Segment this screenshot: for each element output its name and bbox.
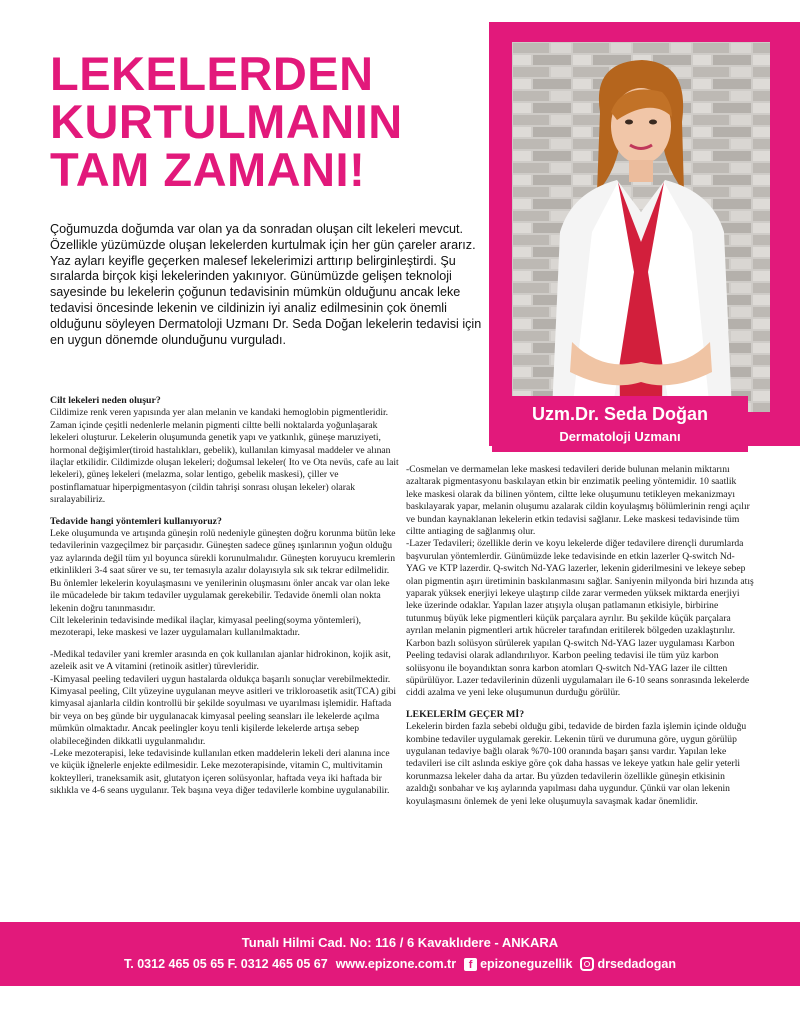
doctor-name: Uzm.Dr. Seda Doğan xyxy=(531,404,709,424)
instagram-link[interactable] xyxy=(580,957,676,971)
right-column xyxy=(406,464,754,808)
left-column xyxy=(50,395,400,798)
body-paragraph: Cilt lekelerinin tedavisinde medikal ilaçlar, kimyasal peeling(soyma yöntemleri), mezoterapi, leke maskesi ve lazer uygulamaları kullanılmaktadır. xyxy=(50,614,362,639)
footer-banner xyxy=(0,922,800,986)
headline-line: KURTULMANIN xyxy=(50,95,403,148)
intro-paragraph: Çoğumuzda doğumda var olan ya da sonradan oluşan cilt lekeleri mevcut. Özellikle yüzümüzde oluşan lekelerden kurtulmak için her gün çareler ararız. Yaz ayları keyifle geçerken malesef lekelerimizi arttırıp belirginleştirdi. Şu sıralarda birçok kişi lekelerinden yakınıyor. Günümüzde gelişen teknoloji sayesinde bu lekelerin çoğunun tedavisinin mümkün olduğunu ancak leke tedavisi öncesinde lekenin ve cildinizin iyi analiz edilmesinin çok önemli olduğunu söyleyen Dermatoloji Uzmanı Dr. Seda Doğan lekelerin tedavisi için en uygun dönemde olunduğunu vurguladı. xyxy=(50,222,482,347)
facebook-icon: f xyxy=(464,958,477,971)
body-paragraph: -Leke mezoterapisi, leke tedavisinde kullanılan etken maddelerin lekeli deri alanına ince ve küçük iğnelerle enjekte edilmesidir. Leke mezoterapisinde, vitamin C, multivitamin kokteylleri, traneksamik asit, glutatyon içeren solüsyonlar, haftada veya iki haftada bir sıklıkla ve 4-6 seans uygulanır. Tek başına veya diğer tedavilerle kombine uygulanabilir. xyxy=(50,747,390,797)
doctor-title: Dermatoloji Uzmanı xyxy=(559,429,681,444)
instagram-icon xyxy=(580,957,594,971)
headline-line: LEKELERDEN xyxy=(50,47,374,100)
body-paragraph: -Medikal tedaviler yani kremler arasında en çok kullanılan ajanlar hidrokinon, kojik asit, azeleik asit ve A vitamini (retinoik asitler) türevleridir. xyxy=(50,648,391,673)
facebook-handle: epizoneguzellik xyxy=(480,957,573,971)
facebook-link[interactable] xyxy=(464,957,572,971)
section-heading: Tedavide hangi yöntemleri kullanıyoruz? xyxy=(50,515,222,527)
footer-phones: T. 0312 465 05 65 F. 0312 465 05 67 xyxy=(124,957,328,971)
footer-contacts xyxy=(0,957,800,971)
body-paragraph: -Kimyasal peeling tedavileri uygun hastalarda oldukça başarılı sonuçlar verebilmektedir. Kimyasal peeling, Cilt yüzeyine uygulanan meyve asitleri ve trikloroasetik asit(TCA) gibi kimyasal ajanlarla cildin kontrollü bir şekilde soyulması ve uyarılması işlemidir. Haftada bir veya on beş günde bir uygulanacak kimyasal peeling seansları ile lekelerde açılma mümkün olmaktadır. Ancak peelingler koyu tenli kişilerde lekelerde artışa sebep olabileceğinden dikkatli uygulanmalıdır. xyxy=(50,673,397,747)
doctor-illustration xyxy=(512,42,770,412)
body-paragraph: -Cosmelan ve dermamelan leke maskesi tedavileri deride bulunan melanin miktarını azaltarak pigmentasyonu baskılayan etkin bir enzimatik peeling yöntemidir. 10 saatlik leke maskesi olarak da bilinen yöntem, ciltte leke oluşumunu tetikleyen mekanizmayı baskılayarak yapar, melanin oluşumu azalarak cildin koyulaşmış bölümlerinin rengi açılır ve bundan kaynaklanan lekelerin etkin tedavisi sağlanır. Leke maskesi tedavisinde tüm ciltte antiaging de sağlanmış olur. xyxy=(406,464,750,538)
body-paragraph: Leke oluşumunda ve artışında güneşin rolü nedeniyle güneşten doğru korunma bütün leke tedavilerinin vazgeçilmez bir parçasıdır. Güneşten sadece güneş ışınlarının yoğun olduğu yaz aylarında değil tüm yıl boyunca sürekli korunulmalıdır. Güneşten koruyucu kremlerin etkinlikleri 3-4 saat sürer ve su, ter temasıyla azalır dolayısıyla sık sık tekrar edilmelidir. Bu önlemler lekelerin koyulaşmasını ve yenilerinin oluşmasını önler ancak var olan leke ile mücadelede bir takım tedaviler uygulamak gerekebilir. Tedavide önemli olan nokta lekenin doğru tanınmasıdır. xyxy=(50,528,396,614)
section-heading: Cilt lekeleri neden oluşur? xyxy=(50,395,161,406)
photo-caption xyxy=(492,396,748,452)
section-heading: LEKELERİM GEÇER Mİ? xyxy=(406,708,525,720)
footer-address: Tunalı Hilmi Cad. No: 116 / 6 Kavaklıdere - ANKARA xyxy=(241,935,559,950)
headline-line: TAM ZAMANI! xyxy=(50,143,366,196)
doctor-photo xyxy=(512,42,770,412)
footer-website[interactable]: www.epizone.com.tr xyxy=(335,957,457,971)
instagram-handle: drsedadogan xyxy=(597,957,676,971)
body-paragraph: Cildimize renk veren yapısında yer alan melanin ve kandaki hemoglobin pigmentleridir. Zaman içinde çeşitli nedenlerle melanin pigmenti ciltte belli noktalarda yoğunlaşarak lekeleri oluşturur. Lekelerin oluşumunda genetik yapı ve yatkınlık, güneşe maruziyeti, hormonal değişimler(tiroid hastalıkları, gebelik), kullanılan kimyasal maddeler ve alınan ilaçlar etkilidir. Cildimizde oluşan lekeleri; doğumsal lekeler( Ito ve Ota nevüs, cafe au lait lekeleri), güneş lekeleri (melazma, solar lentigo, gebelik maskesi), çiller ve postinflamatuar hiperpigmentasyon (cildin tahrişi sonrası oluşan lekeler) olarak sıralayabiliriz. xyxy=(50,407,399,506)
body-paragraph: Lekelerin birden fazla sebebi olduğu gibi, tedavide de birden fazla işlemin içinde olduğu kombine tedaviler uygulamak gerekir. Lekenin türü ve durumuna göre, uygun görülüp uygulanan tedaviye bağlı olarak %70-100 oranında başarı şansı vardır. Yapılan leke tedavileri ise cilt aslında eskiye göre çok daha hassas ve lekeye yatkın hale gelir yeterli korunmazsa lekeler daha da artar. Bu yüzden tedavilerin özellikle güneşin etkisinin azaldığı sonbahar ve kış aylarında yapılması daha uygundur. Çünkü var olan lekenin koyulaşmasını önlemek de yeni leke oluşumuyla savaşmak kadar önemlidir. xyxy=(406,721,747,807)
headline xyxy=(50,47,470,196)
body-paragraph: -Lazer Tedavileri; özellikle derin ve koyu lekelerde diğer tedavilere dirençli durumlarda başvurulan yöntemlerdir. Günümüzde leke tedavisinde en etkin lazerler Q-switch Nd-YAG ve KTP lazerdir. Q-switch Nd-YAG lazerler, lekenin giderilmesini ve lekeye sebep olan pigmentin aşırı üretiminin baskılanmasını sağlar. Saniyenin milyonda biri hızında atış yaparak yüksek enerjiyi lekeye ulaştırıp cilde zarar vermeden yüksek miktarda enerjiyi leke üzerinde odaklar. Yapılan lazer atışıyla oluşan patlamanın etkisiyle, birbirine tutunmuş büyük leke pigmentleri küçük parçalara ayrılır. Bu şekilde küçük parçalara ayrılan melanin pigmentleri artık hücreler tarafından eritilerek bölgeden uzaklaştırılır. Karbon bazlı solüsyon sürülerek yapılan Q-switch Nd-YAG lazer uygulaması Karbon Peeling tedavisi olarak adlandırılıyor. Karbon peeling tedavisi ile tüm yüz karbon solüsyonu ile boyandıktan sonra karbon atomları Q-switch Nd-YAG lazer ile ciltten süpürülüyor. Lazer tedavilerinin düzenli uygulamaları ile 6-10 seans sonrasında lekelerde ciddi azalma ve yeni leke oluşumunun durduğu görülür. xyxy=(406,538,754,699)
